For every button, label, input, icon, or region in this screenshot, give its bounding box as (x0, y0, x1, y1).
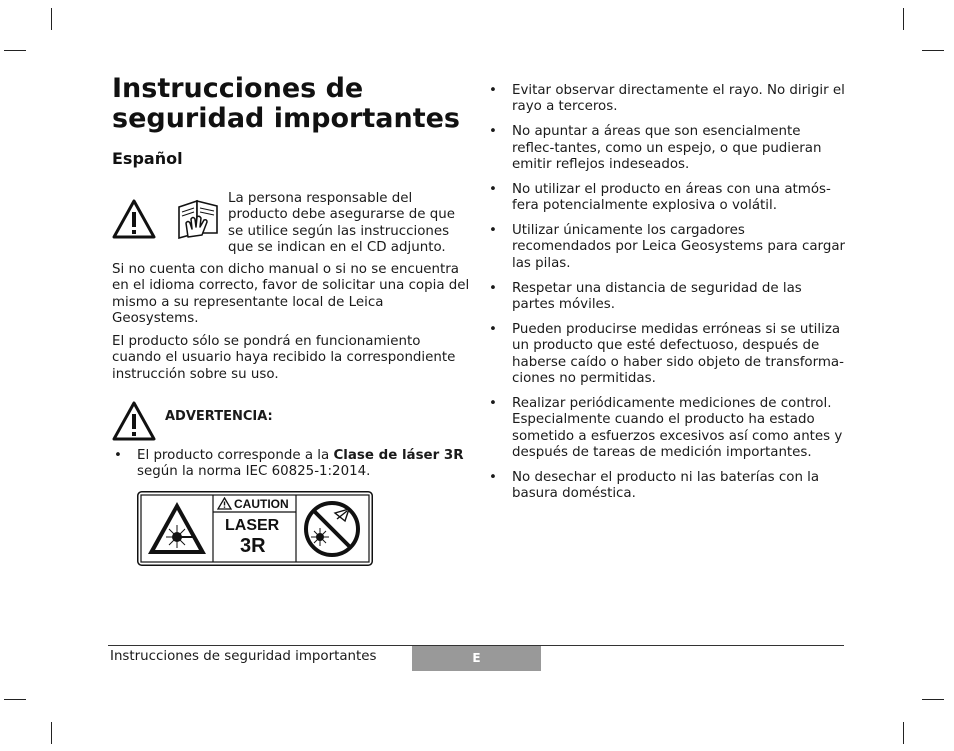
crop-mark (922, 699, 944, 700)
crop-mark (922, 50, 944, 51)
laser-class-bullet (112, 448, 472, 481)
bullet-glyph: • (489, 223, 497, 239)
bullet-glyph: • (489, 181, 497, 197)
list-item (487, 223, 847, 272)
crop-mark (51, 8, 52, 30)
warning-triangle-icon (112, 401, 156, 441)
crop-mark (51, 722, 52, 744)
bullet-glyph: • (489, 124, 497, 140)
list-item (487, 396, 847, 462)
bullet-text: Evitar observar directamente el rayo. No dirigir el rayo a terceros. (512, 83, 845, 115)
bullet-glyph: • (489, 83, 497, 98)
bullet-glyph: • (489, 395, 497, 411)
list-item (112, 448, 472, 481)
laser-hazard-icon (145, 499, 209, 557)
laser-text: LASER (225, 517, 280, 534)
list-item (487, 124, 847, 173)
laser-warning-label (137, 491, 373, 566)
laser-bullet-suffix: según la norma IEC 60825-1:2014. (137, 464, 371, 480)
bullet-glyph: • (114, 448, 122, 463)
language-heading: Español (112, 149, 183, 168)
bullet-text: Realizar periódicamente mediciones de control. Especialmente cuando el producto ha estado sometido a esfuerzos excesivos así como antes y después de tareas de medición importantes. (512, 395, 843, 461)
crop-mark (4, 699, 26, 700)
manual-copy-paragraph: Si no cuenta con dicho manual o si no se encuentra en el idioma correcto, favor de solicitar una copia del mismo a su representante local de Leica Geosystems. (112, 262, 470, 327)
warning-label: ADVERTENCIA: (165, 409, 273, 424)
bullet-text: Respetar una distancia de seguridad de las partes móviles. (512, 280, 802, 313)
laser-class-text: 3R (240, 535, 266, 557)
list-item (487, 322, 847, 388)
list-item (487, 281, 847, 314)
crop-mark (4, 50, 26, 51)
bullet-text: Pueden producirse medidas erróneas si se utiliza un producto que esté defectuoso, después de haberse caído o haber sido objeto de transforma-ciones no permitidas. (512, 321, 844, 387)
no-eye-exposure-icon (301, 499, 363, 559)
bullet-glyph: • (489, 280, 497, 296)
warning-triangle-icon (112, 199, 156, 239)
language-tab: E (412, 646, 541, 671)
bullet-text: No apuntar a áreas que son esencialmente reflec-tantes, como un espejo, o que pudieran emitir reflejos indeseados. (512, 124, 822, 173)
bullet-glyph: • (489, 321, 497, 337)
crop-mark (903, 8, 904, 30)
crop-mark (903, 722, 904, 744)
safety-bullet-list (487, 83, 847, 511)
caution-triangle-icon (217, 497, 232, 510)
intro-text: La persona responsable del producto debe asegurarse de que se utilice según las instrucciones que se indican en el CD adjunto. (228, 191, 455, 256)
laser-class-bold: Clase de láser 3R (333, 448, 464, 463)
list-item (487, 83, 847, 116)
bullet-text: Utilizar únicamente los cargadores recomendados por Leica Geosystems para cargar las pilas. (512, 223, 846, 271)
page-title: Instrucciones de seguridad importantes (112, 73, 460, 134)
bullet-text: No utilizar el producto en áreas con una atmós-fera potencialmente explosiva o volátil. (512, 181, 831, 214)
manual-hand-icon (176, 197, 220, 239)
list-item (487, 182, 847, 215)
bullet-text: No desechar el producto ni las baterías con la basura doméstica. (512, 469, 820, 502)
instruction-paragraph: El producto sólo se pondrá en funcionamiento cuando el usuario haya recibido la correspondiente instrucción sobre su uso. (112, 334, 456, 382)
footer-title: Instrucciones de seguridad importantes (110, 649, 377, 664)
list-item (487, 470, 847, 503)
caution-text: CAUTION (234, 497, 289, 511)
laser-bullet-prefix: El producto corresponde a la (137, 448, 334, 463)
bullet-glyph: • (489, 469, 497, 485)
